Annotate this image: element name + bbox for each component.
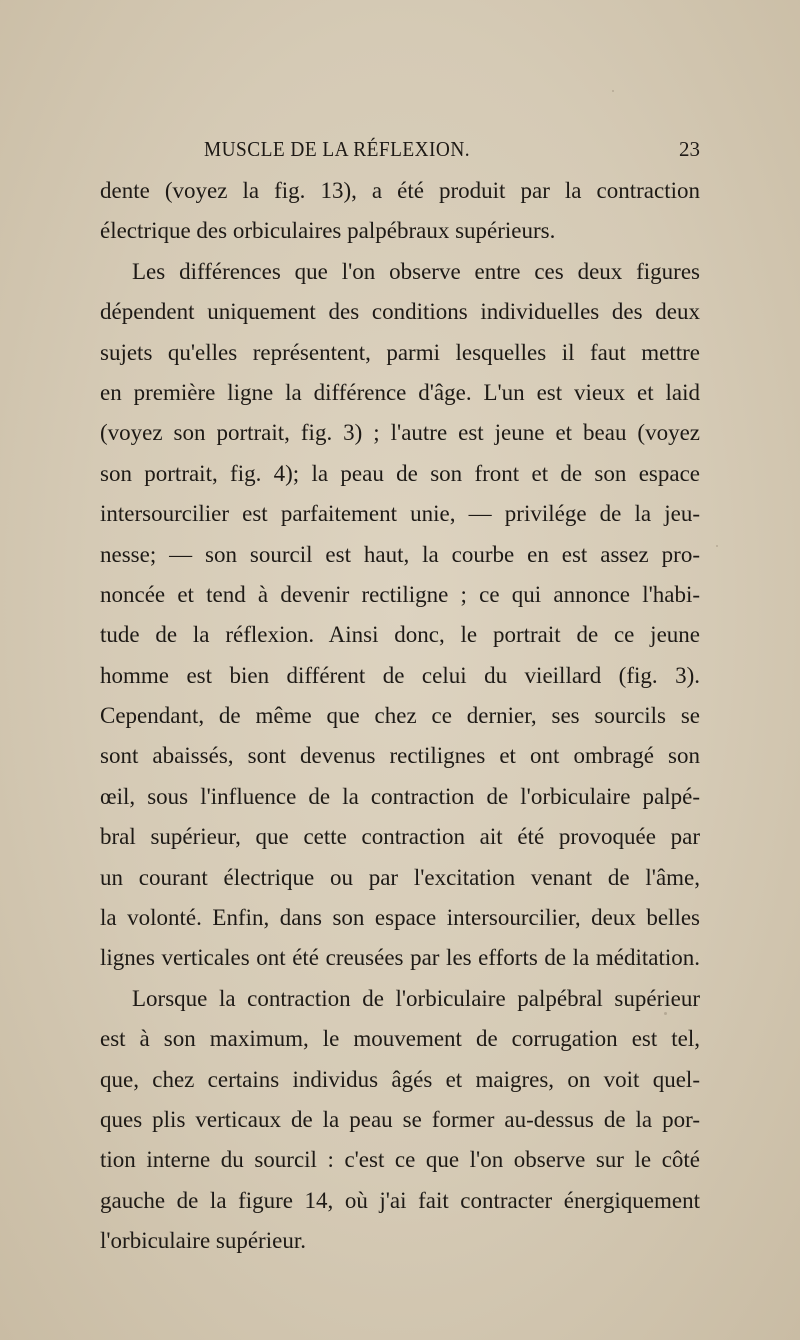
paragraph-start-line: Les différences que l'on observe entre ces deux figures <box>132 258 700 284</box>
text-line: en première ligne la différence d'âge. L'un est vieux et laid <box>100 379 700 405</box>
text-line: lignes verticales ont été creusées par les efforts de la méditation. <box>100 945 700 971</box>
text-line: bral supérieur, que cette contraction ait été provoquée par <box>100 824 700 850</box>
text-line: l'orbiculaire supérieur. <box>100 1228 306 1254</box>
text-line: tude de la réflexion. Ainsi donc, le portrait de ce jeune <box>100 622 700 648</box>
paragraph-start-line: Lorsque la contraction de l'orbiculaire palpébral supérieur <box>132 985 700 1011</box>
text-line: œil, sous l'influence de la contraction de l'orbiculaire palpé- <box>100 783 700 809</box>
text-line: électrique des orbiculaires palpébraux supérieurs. <box>100 218 556 244</box>
text-line: homme est bien différent de celui du vieillard (fig. 3). <box>100 662 700 688</box>
text-line: (voyez son portrait, fig. 3) ; l'autre est jeune et beau (voyez <box>100 420 700 446</box>
text-line: est à son maximum, le mouvement de corrugation est tel, <box>100 1026 700 1052</box>
text-line: sujets qu'elles représentent, parmi lesquelles il faut mettre <box>100 339 700 365</box>
text-line: ques plis verticaux de la peau se former au-dessus de la por- <box>100 1106 700 1132</box>
text-line: nesse; — son sourcil est haut, la courbe en est assez pro- <box>100 541 700 567</box>
text-line: tion interne du sourcil : c'est ce que l'on observe sur le côté <box>100 1147 700 1173</box>
paper-speck <box>612 90 614 92</box>
body-text <box>100 171 700 1262</box>
paper-speck <box>664 1012 667 1015</box>
text-line: dépendent uniquement des conditions individuelles des deux <box>100 299 700 325</box>
text-line: dente (voyez la fig. 13), a été produit par la contraction <box>100 178 700 203</box>
page-number: 23 <box>679 137 700 161</box>
paper-speck <box>716 545 718 547</box>
text-line: son portrait, fig. 4); la peau de son front et de son espace <box>100 460 700 486</box>
text-line: la volonté. Enfin, dans son espace intersourcilier, deux belles <box>100 905 700 931</box>
text-line: Cependant, de même que chez ce dernier, ses sourcils se <box>100 703 700 729</box>
text-line: gauche de la figure 14, où j'ai fait contracter énergiquement <box>100 1187 700 1213</box>
running-title: MUSCLE DE LA RÉFLEXION. <box>204 137 471 161</box>
page-header <box>100 137 700 167</box>
text-line: intersourcilier est parfaitement unie, — privilége de la jeu- <box>100 501 700 527</box>
text-line: un courant électrique ou par l'excitation venant de l'âme, <box>100 864 700 890</box>
text-line: sont abaissés, sont devenus rectilignes et ont ombragé son <box>100 743 700 769</box>
text-line: que, chez certains individus âgés et maigres, on voit quel- <box>100 1066 700 1092</box>
text-line: noncée et tend à devenir rectiligne ; ce qui annonce l'habi- <box>100 581 700 607</box>
